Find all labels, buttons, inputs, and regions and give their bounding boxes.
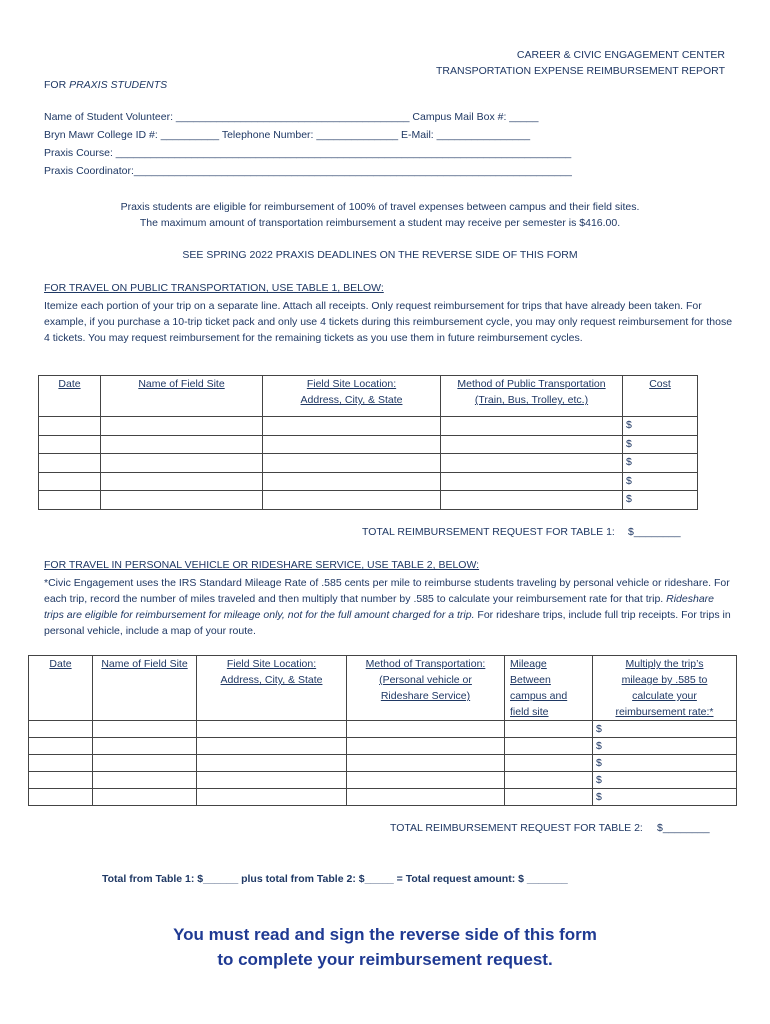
table2-total-input[interactable]: $________ — [657, 822, 710, 834]
t2-col-mileage: Mileage Between campus and field site — [505, 656, 593, 721]
report-title: TRANSPORTATION EXPENSE REIMBURSEMENT REPORT — [436, 65, 725, 77]
table-row: $ — [39, 454, 698, 473]
t2-col-date: Date — [29, 656, 93, 721]
t2-col-location: Field Site Location: Address, City, & State — [197, 656, 347, 721]
id-phone-email-field[interactable]: Bryn Mawr College ID #: __________ Telephone Number: ______________ E-Mail: ________________ — [44, 129, 531, 141]
table-row: $ — [29, 738, 737, 755]
grand-total-line[interactable]: Total from Table 1: $______ plus total from Table 2: $_____ = Total request amount: $ _______ — [102, 873, 568, 885]
org-name: CAREER & CIVIC ENGAGEMENT CENTER — [516, 49, 725, 61]
t1-col-date: Date — [39, 376, 101, 417]
closing-line-2: to complete your reimbursement request. — [217, 950, 553, 969]
table-row: $ — [39, 472, 698, 491]
table-1 — [38, 375, 698, 510]
t1-col-location: Field Site Location: Address, City, & State — [263, 376, 441, 417]
section2-instructions: *Civic Engagement uses the IRS Standard Mileage Rate of .585 cents per mile to reimburse students traveling by personal vehicle or rideshare. For each trip, record the number of miles traveled and then multiply that number by .585 to calculate your reimbursement rate for that trip. Rideshare trips are eligible for reimbursement for mileage only, not for the full amount charged for a trip. For rideshare trips, include full trip receipts. For trips in personal vehicle, include a map of your route. — [44, 577, 731, 637]
t1-col-field-site: Name of Field Site — [101, 376, 263, 417]
table-row: $ — [29, 721, 737, 738]
table-row: $ — [29, 755, 737, 772]
student-name-field[interactable]: Name of Student Volunteer: ________________________________________ Campus Mail Box #: _____ — [44, 111, 539, 123]
table-row: $ — [39, 491, 698, 510]
t2-col-method: Method of Transportation: (Personal vehicle or Rideshare Service) — [347, 656, 505, 721]
table2-total-label: TOTAL REIMBURSEMENT REQUEST FOR TABLE 2: — [390, 822, 643, 834]
closing-line-1: You must read and sign the reverse side of this form — [173, 925, 597, 944]
praxis-course-field[interactable]: Praxis Course: ______________________________________________________________________________ — [44, 147, 572, 159]
t2-col-rate: Multiply the trip’s mileage by .585 to calculate your reimbursement rate:* — [593, 656, 737, 721]
maximum-text: The maximum amount of transportation reimbursement a student may receive per semester is $416.00. — [139, 217, 621, 229]
table-row: $ — [39, 435, 698, 454]
table-2 — [28, 655, 737, 806]
t2-col-field-site: Name of Field Site — [93, 656, 197, 721]
deadlines-notice: SEE SPRING 2022 PRAXIS DEADLINES ON THE REVERSE SIDE OF THIS FORM — [182, 249, 578, 261]
t1-col-method: Method of Public Transportation (Train, Bus, Trolley, etc.) — [441, 376, 623, 417]
table-row: $ — [29, 789, 737, 806]
eligibility-text: Praxis students are eligible for reimbursement of 100% of travel expenses between campus and their field sites. — [120, 201, 640, 213]
table1-total-label: TOTAL REIMBURSEMENT REQUEST FOR TABLE 1: — [362, 526, 615, 538]
praxis-coordinator-field[interactable]: Praxis Coordinator:___________________________________________________________________________ — [44, 165, 572, 177]
section1-heading: FOR TRAVEL ON PUBLIC TRANSPORTATION, USE TABLE 1, BELOW: — [44, 282, 384, 294]
table-row: $ — [29, 772, 737, 789]
audience-label: FOR PRAXIS STUDENTS — [44, 79, 168, 91]
table-row: $ — [39, 417, 698, 436]
section1-instructions: Itemize each portion of your trip on a separate line. Attach all receipts. Only request reimbursement for trips that have already been taken. For example, if you purchase a 10-trip ticket pack and only use 4 tickets during this reimbursement cycle, you may only request reimbursement for those 4 tickets. You may request reimbursement for the remaining tickets as you use them in future reimbursement cycles. — [44, 300, 733, 344]
table1-total-input[interactable]: $________ — [628, 526, 681, 538]
section2-heading: FOR TRAVEL IN PERSONAL VEHICLE OR RIDESHARE SERVICE, USE TABLE 2, BELOW: — [44, 559, 480, 571]
t1-col-cost: Cost — [623, 376, 698, 417]
